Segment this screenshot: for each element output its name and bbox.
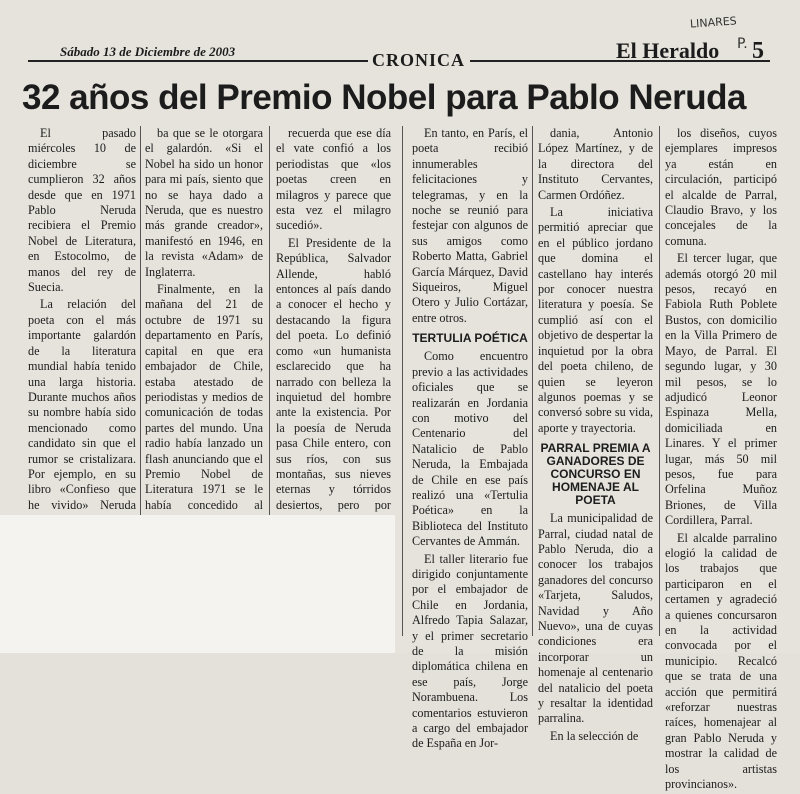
article-paragraph: El taller literario fue dirigido conjuntamente por el embajador de Chile en Jordania, Alfredo Tapia Salazar, y el primer secretario de la misión diplomática chilena en ese país, Jorge Norambuena. Los comentarios estuvieron a cargo del embajador de España en Jor- [412, 551, 528, 751]
article-paragraph: El Presidente de la República, Salvador Allende, habló entonces al país dando a conocer el hecho y destacando la figura del poeta. Lo definió como «un humanista esclarecido que ha narrado con belleza la inquietud del hombre ante la existencia. Por la poesía de Neruda pasa Chile entero, con sus ríos, con sus montañas, sus nieves eternas y tórridos desiertos, pero por [276, 235, 391, 512]
handwritten-page-mark: P. [737, 36, 748, 52]
article-paragraph: El tercer lugar, que además otorgó 20 mil pesos, recayó en Fabiola Ruth Poblete Bustos, con domicilio en la Villa Primero de Mayo, de Parral. El segundo lugar, y 30 mil pesos, se lo adjudicó Leonor Espinaza Mella, domiciliada en Linares. Y el primer lugar, más 50 mil pesos, fue para Orfelina Muñoz Briones, de Villa Cordillera, Parral. [665, 251, 777, 528]
handwritten-note: LINARES [689, 14, 738, 31]
article-column-4 [412, 126, 528, 754]
article-paragraph: Finalmente, en la mañana del 21 de octubre de 1971 su departamento en París, capital en que era embajador de Chile, estaba atestado de periodistas y medios de comunicación de todas partes del mundo. Una radio había lanzado un flash anunciando que el Premio Nobel de Literatura 1971 se le había concedido al [145, 282, 263, 512]
article-paragraph: La municipalidad de Parral, ciudad natal de Pablo Neruda, dio a conocer los trabajos ganadores del concurso «Tarjeta, Saludos, Navidad y Año Nuevo», una de cuyas condiciones era incorporar un homenaje al centenario del natalicio del poeta y resaltar la identidad parralina. [538, 511, 653, 726]
article-paragraph: El pasado miércoles 10 de diciembre se cumplieron 32 años desde que en 1971 Pablo Neruda recibiera el Premio Nobel de Literatura, en Estocolmo, de manos del rey de Suecia. [28, 126, 136, 295]
article-paragraph: los diseños, cuyos ejemplares impresos ya están en circulación, participó el alcalde de Parral, Claudio Bravo, y los concejales de la comuna. [665, 126, 777, 248]
column-divider [402, 126, 403, 636]
subheading: TERTULIA POÉTICA [412, 331, 528, 346]
section-name: CRONICA [372, 50, 466, 70]
article-column-6 [665, 126, 777, 794]
article-paragraph: dania, Antonio López Martínez, y de la directora del Instituto Cervantes, Carmen Ordóñez. [538, 126, 653, 202]
article-paragraph: ba que se le otorgara el galardón. «Si el Nobel ha sido un honor para mi país, siento que no se haya dado a Neruda, que es nuestro más grande creador», manifestó en 1946, en la revista «Adam» de Inglaterra. [145, 126, 263, 279]
column-divider [659, 126, 660, 636]
article-paragraph: Como encuentro previo a las actividades oficiales que se realizarán en Jordania con motivo del Centenario del Natalicio de Pablo Neruda, la Embajada de Chile en ese país realizó una «Tertulia Poética» en la Biblioteca del Instituto Cervantes de Ammán. [412, 349, 528, 549]
article-paragraph: El alcalde parralino elogió la calidad de los trabajos que participaron en el certamen y agradeció a quienes concursaron en la actividad convocada por el municipio. Recalcó que se trata de una acción que permitirá «reforzar nuestras raíces, homenajear al gran Pablo Neruda y mostrar la calidad de los artistas provincianos». [665, 530, 777, 792]
article-headline: 32 años del Premio Nobel para Pablo Neruda [22, 78, 746, 117]
article-column-2 [145, 126, 263, 579]
newspaper-name: El Heraldo [616, 38, 720, 63]
article-paragraph: La iniciativa permitió apreciar que en el público jordano que domina el castellano hay interés por conocer nuestra literatura y poesía. Se cumplió así con el objetivo de despertar la inquietud por la obra del poeta chileno, de quien se leyeron algunos poemas y se conversó sobre su vida, aporte y trayectoria. [538, 205, 653, 435]
publication-date: Sábado 13 de Diciembre de 2003 [60, 44, 236, 59]
column-divider [532, 126, 533, 636]
article-column-5 [538, 126, 653, 746]
page-number: 5 [752, 38, 764, 64]
article-paragraph: La relación del poeta con el más importante galardón de la literatura mundial había tenido una larga historia. Durante muchos años su nombre había sido mencionado como candidato sin que el rumor se cristalizara. Por ejemplo, en su libro «Confieso que he vivido» Neruda [28, 297, 136, 512]
article-paragraph: recuerda que ese día el vate confió a los periodistas que «los poetas creen en milagros y parece que esta vez el milagro sucedió». [276, 126, 391, 233]
article-paragraph: En la selección de [550, 728, 639, 743]
article-paragraph: En tanto, en París, el poeta recibió innumerables felicitaciones y telegramas, y en la noche se reunió para festejar con algunos de sus amigos como Roberto Matta, Gabriel García Márquez, David Siqueiros, Miguel Otero y Julio Cortázar, entre otros. [412, 126, 528, 325]
header-rule-left [28, 60, 368, 62]
subheading: PARRAL PREMIA A GANADORES DE CONCURSO EN HOMENAJE AL POETA [540, 441, 651, 508]
blank-clipping-area [0, 515, 395, 653]
